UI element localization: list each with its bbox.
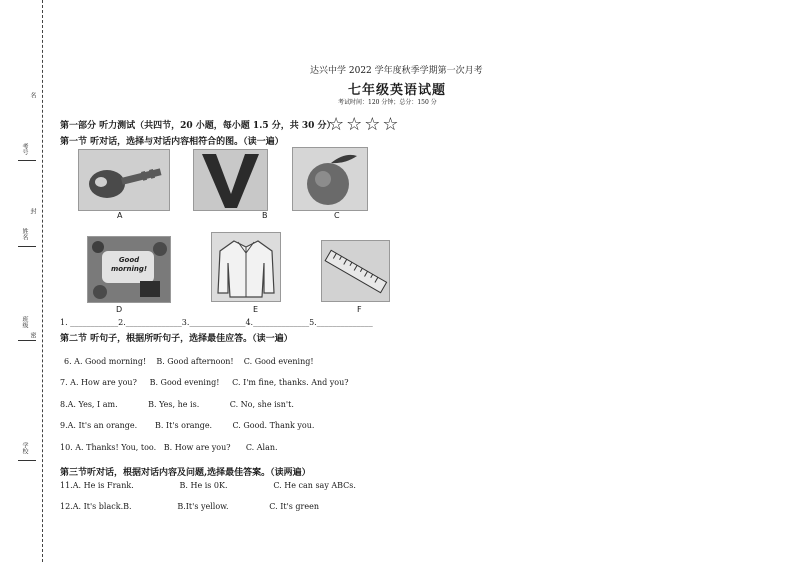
ruler-icon	[322, 241, 389, 301]
picture-e-label: E	[253, 305, 259, 314]
margin-blank-line	[18, 340, 36, 341]
picture-e	[211, 232, 281, 302]
card-greeting-text: Good morning!	[110, 256, 148, 273]
margin-label-secret-mark: 密	[29, 332, 36, 338]
margin-label-school: 学校	[21, 442, 28, 454]
picture-d	[87, 236, 171, 303]
page-title: 七年级英语试题	[348, 83, 447, 98]
question-9: 9.A. It's an orange. B. It's orange. C. Good. Thank you.	[60, 421, 315, 430]
margin-label-seal-mark: 封	[29, 208, 36, 214]
question-7: 7. A. How are you? B. Good evening! C. I'm fine, thanks. And you?	[60, 378, 349, 387]
jacket-icon	[212, 233, 280, 301]
picture-d-label: D	[116, 305, 123, 314]
picture-f	[321, 240, 390, 302]
picture-b-label: B	[262, 211, 268, 220]
school-line: 达兴中学 2022 学年度秋季学期第一次月考	[310, 66, 483, 76]
picture-b	[193, 149, 268, 211]
exam-meta: 考试时间：120 分钟；总分：150 分	[338, 99, 437, 106]
binding-line	[42, 0, 43, 562]
section1-heading: 第一节 听对话，选择与对话内容相符合的图。（读一遍）	[60, 137, 284, 147]
question-11: 11.A. He is Frank. B. He is 0K. C. He can say ABCs.	[60, 481, 356, 490]
margin-blank-line	[18, 460, 36, 461]
orange-icon	[293, 148, 367, 210]
question-10: 10. A. Thanks! You, too. B. How are you? C. Alan.	[60, 443, 278, 452]
margin-label-exam-number: 考号	[21, 143, 28, 155]
answer-blanks-1-5: 1. ____________2.______________3.______________4.______________5.______________	[60, 318, 373, 327]
margin-blank-line	[18, 246, 36, 247]
margin-label-student-name: 姓名	[21, 228, 28, 240]
picture-c-label: C	[334, 211, 340, 220]
picture-a-label: A	[117, 211, 123, 220]
question-8: 8.A. Yes, I am. B. Yes, he is. C. No, she isn't.	[60, 400, 294, 409]
key-icon	[79, 150, 169, 210]
stars-rating: ☆☆☆☆	[328, 114, 401, 135]
question-6: 6. A. Good morning! B. Good afternoon! C. Good evening!	[64, 357, 314, 366]
picture-c	[292, 147, 368, 211]
letter-v-icon	[194, 150, 267, 210]
part1-heading: 第一部分 听力测试（共四节，20 小题，每小题 1.5 分，共 30 分）	[60, 121, 336, 131]
section3-heading: 第三节听对话，根据对话内容及问题,选择最佳答案。（读两遍）	[60, 468, 311, 478]
picture-f-label: F	[357, 305, 362, 314]
margin-label-class: 班级	[21, 316, 28, 328]
margin-blank-line	[18, 160, 36, 161]
question-12: 12.A. It's black.B. B.It's yellow. C. It's green	[60, 502, 319, 511]
margin-label-name-mark: 名	[29, 92, 36, 98]
picture-a	[78, 149, 170, 211]
section2-heading: 第二节 听句子，根据所听句子，选择最佳应答。（读一遍）	[60, 334, 293, 344]
